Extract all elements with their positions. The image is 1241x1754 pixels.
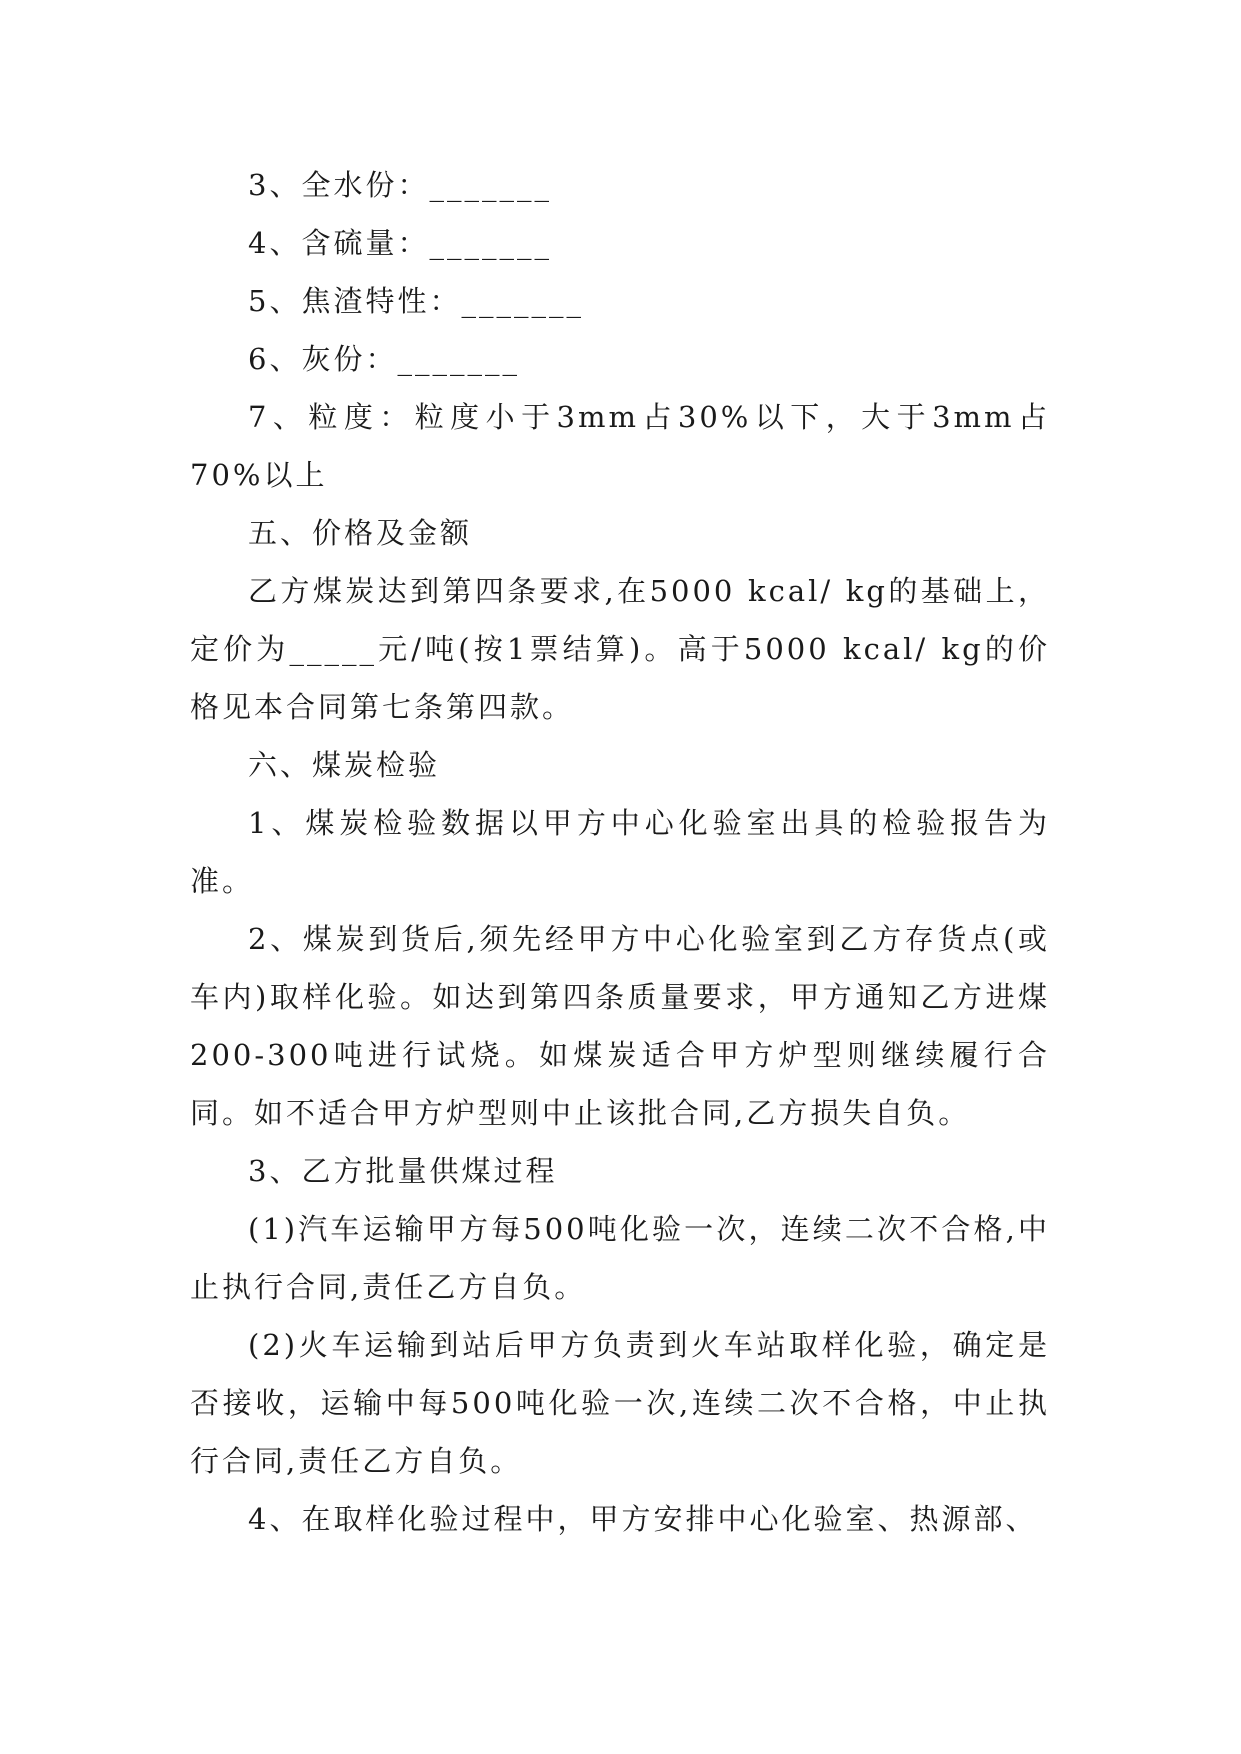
paragraph-inspection-1: 1、煤炭检验数据以甲方中心化验室出具的检验报告为准。	[190, 806, 1050, 898]
paragraph-rail-transport: (2)火车运输到站后甲方负责到火车站取样化验，确定是否接收，运输中每500吨化验一次,连续二次不合格，中止执行合同,责任乙方自负。	[190, 1328, 1050, 1478]
paragraph-price-terms: 乙方煤炭达到第四条要求,在5000 kcal/ kg的基础上，定价为_____元/吨(按1票结算)。高于5000 kcal/ kg的价格见本合同第七条第四款。	[190, 574, 1050, 724]
paragraph-truck-transport: (1)汽车运输甲方每500吨化验一次，连续二次不合格,中止执行合同,责任乙方自负。	[190, 1212, 1050, 1304]
item-ash-content: 6、灰份：_______	[248, 342, 520, 376]
item-sulfur-content: 4、含硫量：_______	[248, 226, 552, 260]
section-heading-inspection: 六、煤炭检验	[248, 748, 441, 782]
document-body	[190, 156, 1050, 1548]
item-total-moisture: 3、全水份：_______	[248, 168, 552, 202]
paragraph-inspection-4: 4、在取样化验过程中，甲方安排中心化验室、热源部、	[248, 1502, 1038, 1536]
paragraph-inspection-2: 2、煤炭到货后,须先经甲方中心化验室到乙方存货点(或车内)取样化验。如达到第四条质量要求，甲方通知乙方进煤200-300吨进行试烧。如煤炭适合甲方炉型则继续履行合同。如不适合甲方炉型则中止该批合同,乙方损失自负。	[190, 922, 1050, 1130]
item-coke-residue: 5、焦渣特性：_______	[248, 284, 584, 318]
section-heading-price: 五、价格及金额	[248, 516, 473, 550]
item-particle-size: 7、粒度：粒度小于3mm占30%以下，大于3mm占70%以上	[190, 400, 1050, 492]
paragraph-inspection-3: 3、乙方批量供煤过程	[248, 1154, 558, 1188]
